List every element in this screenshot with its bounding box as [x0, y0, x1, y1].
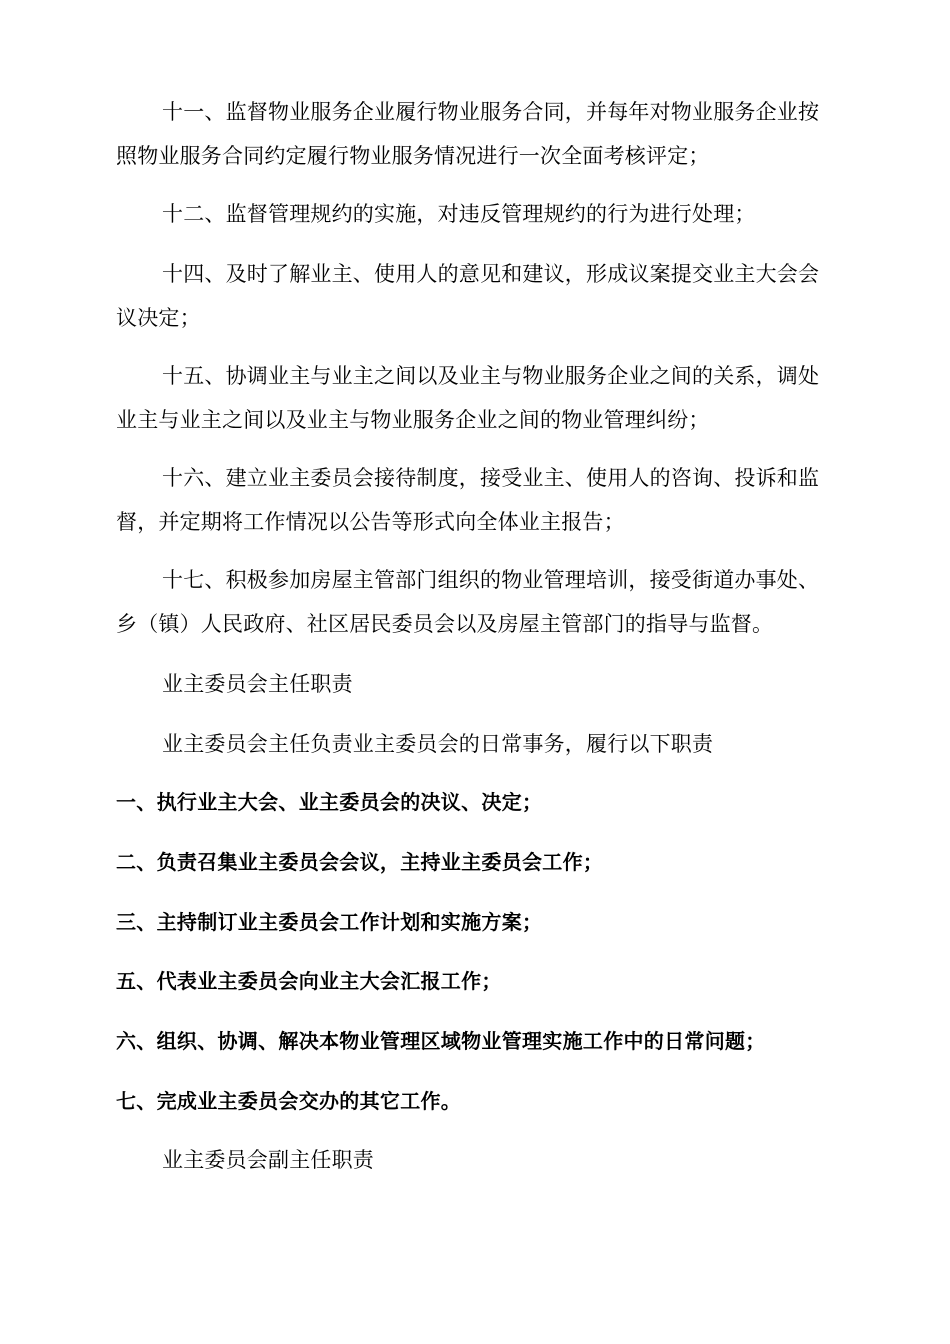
chair-duty-item-5: 五、代表业主委员会向业主大会汇报工作； [116, 969, 502, 993]
chair-duty-item-3: 三、主持制订业主委员会工作计划和实施方案； [116, 910, 543, 934]
paragraph-item-14: 十四、及时了解业主、使用人的意见和建议，形成议案提交业主大会会议决定； [116, 262, 820, 330]
chair-duty-item-7: 七、完成业主委员会交办的其它工作。 [116, 1089, 462, 1113]
section-heading-vice-chair-duties: 业主委员会副主任职责 [162, 1148, 374, 1172]
chair-duty-item-6: 六、组织、协调、解决本物业管理区域物业管理实施工作中的日常问题； [116, 1029, 766, 1053]
paragraph-item-17: 十七、积极参加房屋主管部门组织的物业管理培训，接受街道办事处、乡（镇）人民政府、社区居民委员会以及房屋主管部门的指导与监督。 [116, 568, 820, 636]
section-heading-chair-duties: 业主委员会主任职责 [162, 672, 353, 696]
chair-duty-item-1: 一、执行业主大会、业主委员会的决议、决定； [116, 790, 543, 814]
paragraph-item-15: 十五、协调业主与业主之间以及业主与物业服务企业之间的关系，调处业主与业主之间以及业主与物业服务企业之间的物业管理纠纷； [116, 364, 820, 432]
chair-duty-item-2: 二、负责召集业主委员会会议，主持业主委员会工作； [116, 850, 604, 874]
paragraph-item-12: 十二、监督管理规约的实施，对违反管理规约的行为进行处理； [162, 202, 756, 226]
paragraph-item-11: 十一、监督物业服务企业履行物业服务合同，并每年对物业服务企业按照物业服务合同约定履行物业服务情况进行一次全面考核评定； [116, 100, 820, 168]
paragraph-item-16: 十六、建立业主委员会接待制度，接受业主、使用人的咨询、投诉和监督，并定期将工作情况以公告等形式向全体业主报告； [116, 466, 820, 534]
chair-duties-intro: 业主委员会主任负责业主委员会的日常事务，履行以下职责 [162, 732, 714, 756]
